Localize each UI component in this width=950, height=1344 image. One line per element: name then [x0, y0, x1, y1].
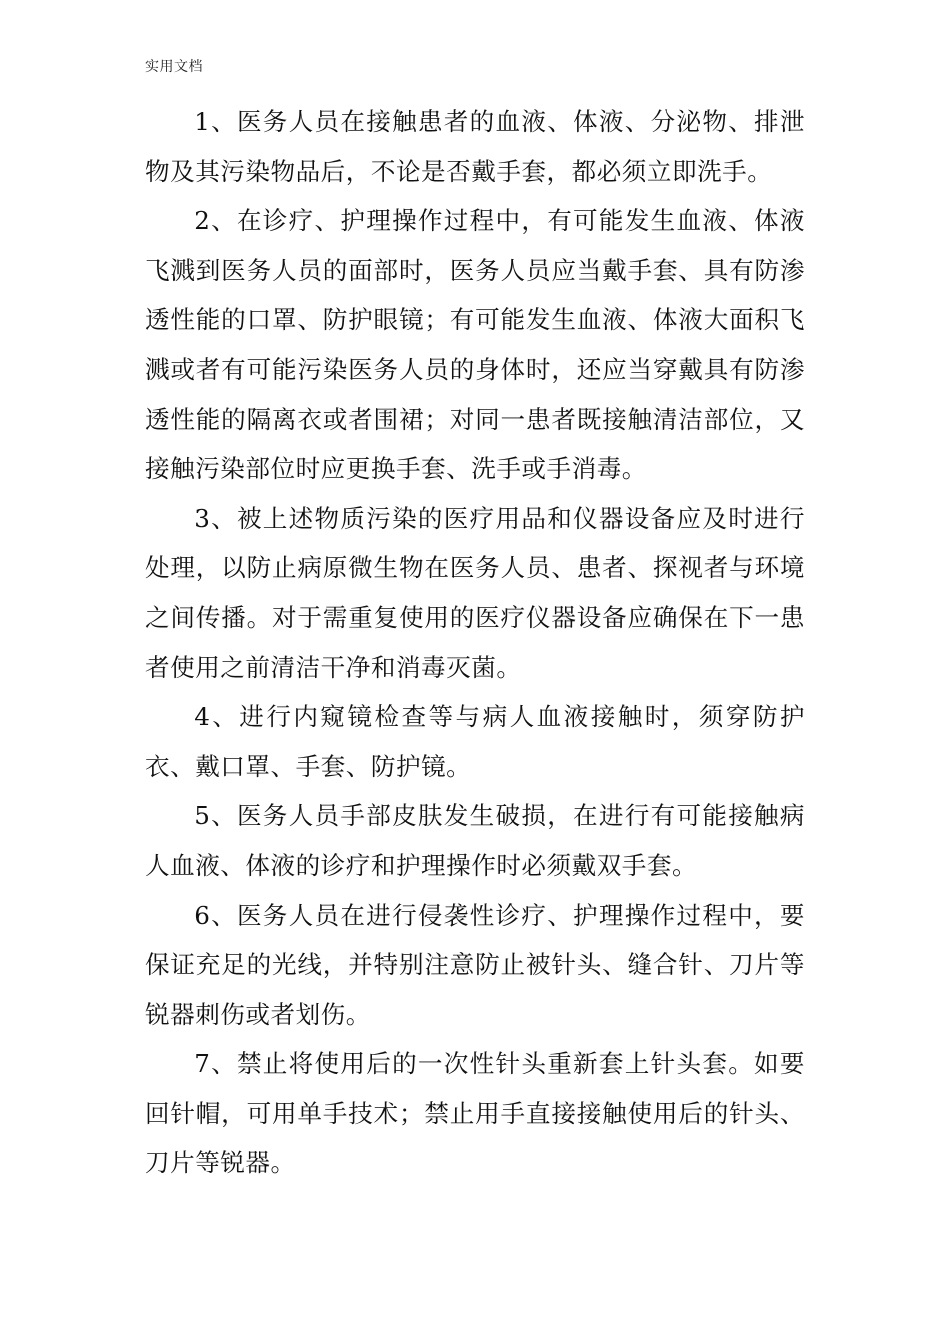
paragraph-3: 3、被上述物质污染的医疗用品和仪器设备应及时进行处理，以防止病原微生物在医务人员、患者、探视者与环境之间传播。对于需重复使用的医疗仪器设备应确保在下一患者使用之前清洁干净和消毒灭菌。 — [145, 503, 805, 682]
paragraph-1: 1、医务人员在接触患者的血液、体液、分泌物、排泄物及其污染物品后，不论是否戴手套，都必须立即洗手。 — [145, 107, 805, 186]
paragraph-2: 2、在诊疗、护理操作过程中，有可能发生血液、体液飞溅到医务人员的面部时，医务人员应当戴手套、具有防渗透性能的口罩、防护眼镜；有可能发生血液、体液大面积飞溅或者有可能污染医务人员的身体时，还应当穿戴具有防渗透性能的隔离衣或者围裙；对同一患者既接触清洁部位，又接触污染部位时应更换手套、洗手或手消毒。 — [145, 206, 805, 484]
document-body — [145, 97, 805, 1188]
paragraph-6: 6、医务人员在进行侵袭性诊疗、护理操作过程中，要保证充足的光线，并特别注意防止被针头、缝合针、刀片等锐器刺伤或者划伤。 — [145, 900, 805, 1029]
paragraph-5: 5、医务人员手部皮肤发生破损，在进行有可能接触病人血液、体液的诊疗和护理操作时必须戴双手套。 — [145, 801, 805, 880]
paragraph-4: 4、进行内窥镜检查等与病人血液接触时，须穿防护衣、戴口罩、手套、防护镜。 — [145, 702, 805, 781]
paragraph-7: 7、禁止将使用后的一次性针头重新套上针头套。如要回针帽，可用单手技术；禁止用手直接接触使用后的针头、刀片等锐器。 — [145, 1049, 805, 1178]
running-header: 实用文档 — [145, 59, 203, 75]
